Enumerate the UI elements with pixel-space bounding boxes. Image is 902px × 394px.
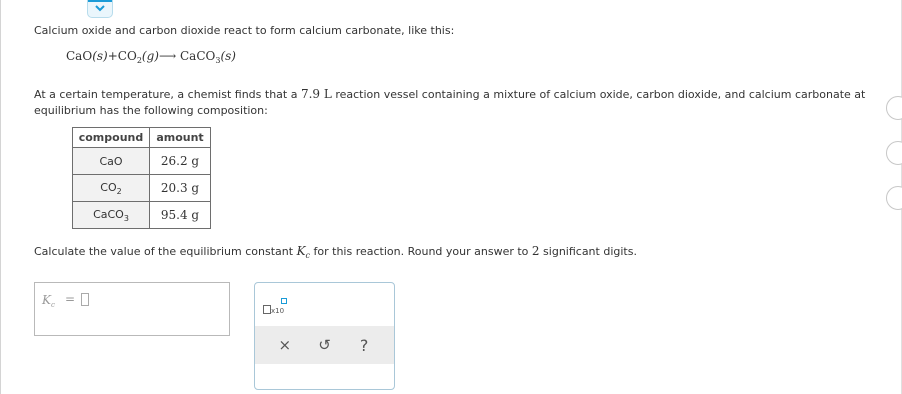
compound-cell	[73, 202, 150, 229]
collapse-tab[interactable]	[87, 0, 113, 18]
tools-panel	[254, 282, 395, 390]
reactant-cao: CaO	[66, 49, 93, 63]
compound-name: CaO	[99, 154, 123, 168]
significant-digits: 2	[531, 244, 540, 258]
temperature-text-before: At a certain temperature, a chemist finds that a	[34, 88, 301, 101]
vessel-volume: 7.9 L	[300, 87, 332, 101]
header-compound: compound	[73, 128, 150, 148]
plus-sign: +	[107, 49, 118, 63]
header-amount: amount	[150, 128, 211, 148]
scientific-notation-button[interactable]	[263, 296, 287, 316]
table-row	[73, 175, 211, 202]
compound-cell	[73, 148, 150, 175]
temperature-text-after: reaction vessel containing a mixture of calcium oxide, carbon dioxide, and calcium carbonate at equilibrium has the following composition:	[34, 88, 866, 117]
side-nav-circle[interactable]	[886, 186, 902, 210]
help-icon[interactable]: ?	[359, 335, 369, 355]
kc-symbol	[297, 244, 310, 258]
reactant-co2-subscript: 2	[136, 56, 142, 65]
side-nav-circle[interactable]	[886, 141, 902, 165]
answer-k: K	[42, 293, 51, 307]
product-caco3-state: (s)	[220, 49, 236, 63]
side-nav-circle[interactable]	[886, 96, 902, 120]
amount-cell: 26.2 g	[150, 148, 211, 175]
answer-equals: =	[65, 292, 76, 306]
reactant-co2: CO	[117, 49, 137, 63]
answer-k-subscript: c	[50, 301, 55, 309]
kc-symbol-letter: K	[296, 244, 306, 258]
answer-box	[34, 282, 230, 336]
undo-icon[interactable]: ↺	[318, 336, 331, 354]
sci-mantissa-box	[263, 305, 271, 314]
compound-name: CaCO	[93, 207, 124, 221]
calculate-text-middle: for this reaction. Round your answer to	[310, 245, 532, 258]
table-header-row	[73, 128, 211, 148]
product-caco3: CaCO	[179, 49, 216, 63]
calculate-text-after: significant digits.	[539, 245, 637, 258]
tools-bar	[255, 326, 394, 364]
calculate-text-before: Calculate the value of the equilibrium constant	[34, 245, 297, 258]
chevron-down-icon	[95, 5, 105, 12]
amount-cell: 20.3 g	[150, 175, 211, 202]
reaction-arrow: ⟶	[158, 49, 177, 63]
sci-x10-label: x10	[271, 307, 285, 315]
compound-subscript: 3	[123, 213, 129, 223]
close-icon[interactable]: ×	[278, 336, 292, 354]
sci-exponent-box	[281, 298, 287, 304]
answer-input[interactable]	[81, 293, 89, 306]
table-row	[73, 202, 211, 229]
left-border	[0, 0, 1, 394]
collapse-tab-accent	[88, 0, 112, 2]
kc-symbol-subscript: c	[305, 251, 311, 260]
reactant-cao-state: (s)	[92, 49, 108, 63]
compound-subscript: 2	[116, 186, 122, 196]
reactant-co2-state: (g)	[141, 49, 159, 63]
compound-name: CO	[100, 180, 117, 194]
intro-text: Calcium oxide and carbon dioxide react to form calcium carbonate, like this:	[34, 24, 455, 37]
answer-kc-label	[42, 293, 55, 309]
amount-cell: 95.4 g	[150, 202, 211, 229]
compound-cell	[73, 175, 150, 202]
temperature-text	[34, 86, 884, 119]
calculate-text	[34, 244, 637, 260]
composition-table	[72, 127, 211, 229]
reaction-equation	[66, 49, 236, 65]
product-caco3-subscript: 3	[215, 56, 221, 65]
table-row	[73, 148, 211, 175]
